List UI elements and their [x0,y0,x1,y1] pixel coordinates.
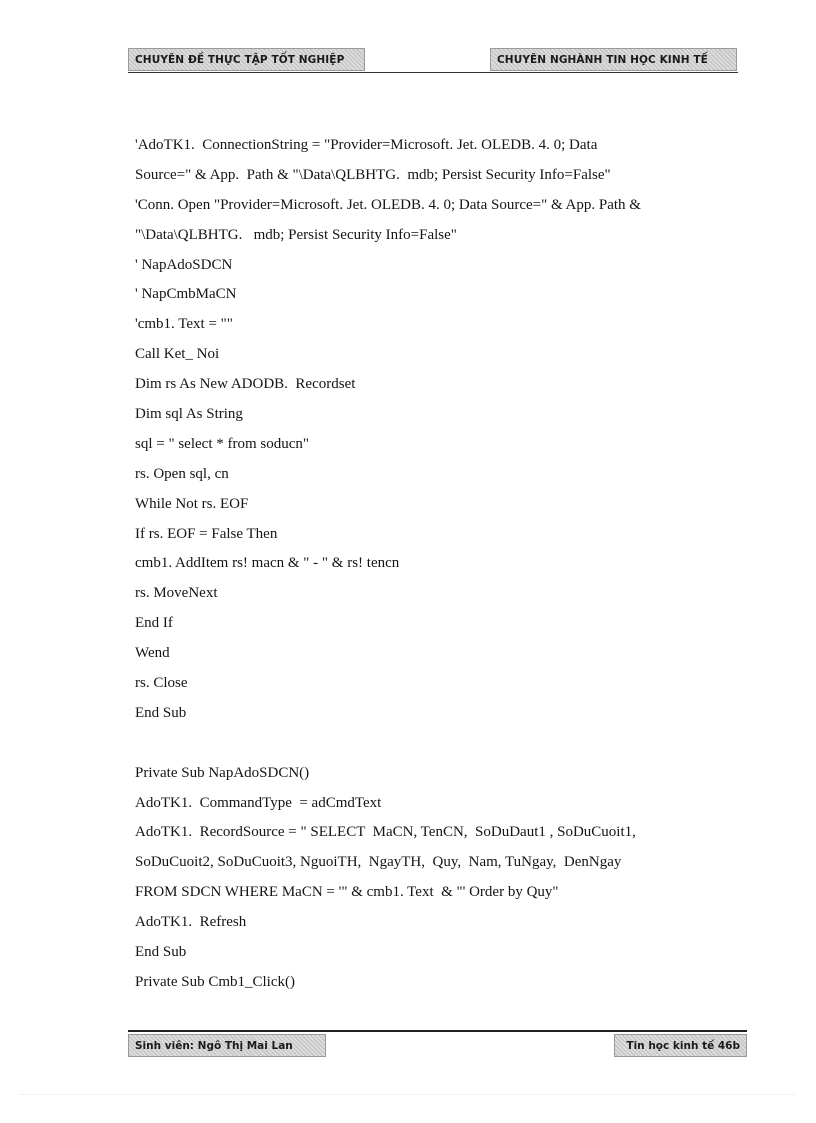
code-line: AdoTK1. Refresh [135,914,247,931]
code-line: cmb1. AddItem rs! macn & " - " & rs! tencn [135,555,400,572]
footer-rule [128,1030,747,1032]
header-rule [128,72,738,73]
code-line: "\Data\QLBHTG. mdb; Persist Security Info=False" [135,226,457,243]
code-line: ' NapCmbMaCN [135,286,237,303]
footer-student-name: Sinh viên: Ngô Thị Mai Lan [128,1034,326,1057]
code-line: Call Ket_ Noi [135,346,220,363]
code-line: If rs. EOF = False Then [135,525,278,542]
code-line: Dim sql As String [135,406,243,423]
code-line: rs. Close [135,675,188,692]
code-line: SoDuCuoit2, SoDuCuoit3, NguoiTH, NgayTH, Quy, Nam, TuNgay, DenNgay [135,854,622,871]
header-left-title: CHUYÊN ĐỀ THỰC TẬP TỐT NGHIỆP [128,48,365,71]
code-line [135,729,745,759]
code-line: 'cmb1. Text = "" [135,316,233,333]
code-line: rs. Open sql, cn [135,465,229,482]
code-line: While Not rs. EOF [135,495,249,512]
code-line: Private Sub NapAdoSDCN() [135,764,310,781]
code-line: AdoTK1. CommandType = adCmdText [135,794,382,811]
code-line: FROM SDCN WHERE MaCN = '" & cmb1. Text & "' Order by Quy" [135,884,559,901]
code-line: 'Conn. Open "Provider=Microsoft. Jet. OLEDB. 4. 0; Data Source=" & App. Path & [135,196,641,213]
code-line: End Sub [135,944,187,961]
code-line: 'AdoTK1. ConnectionString = "Provider=Microsoft. Jet. OLEDB. 4. 0; Data [135,137,598,153]
code-line: AdoTK1. RecordSource = " SELECT MaCN, TenCN, SoDuDaut1 , SoDuCuoit1, [135,824,636,841]
page-bottom-divider [20,1094,796,1095]
code-line: Wend [135,645,170,662]
code-listing [135,131,745,998]
code-line: End Sub [135,704,187,721]
code-line: sql = " select * from soducn" [135,435,310,452]
footer-class-label: Tin học kinh tế 46b [614,1034,747,1057]
code-line: ' NapAdoSDCN [135,256,233,273]
code-line: Source=" & App. Path & "\Data\QLBHTG. mdb; Persist Security Info=False" [135,166,611,183]
code-line: Dim rs As New ADODB. Recordset [135,376,356,393]
code-line: End If [135,615,173,632]
code-line: rs. MoveNext [135,585,218,602]
header-right-title: CHUYÊN NGHÀNH TIN HỌC KINH TẾ [490,48,737,71]
code-line: Private Sub Cmb1_Click() [135,973,295,990]
